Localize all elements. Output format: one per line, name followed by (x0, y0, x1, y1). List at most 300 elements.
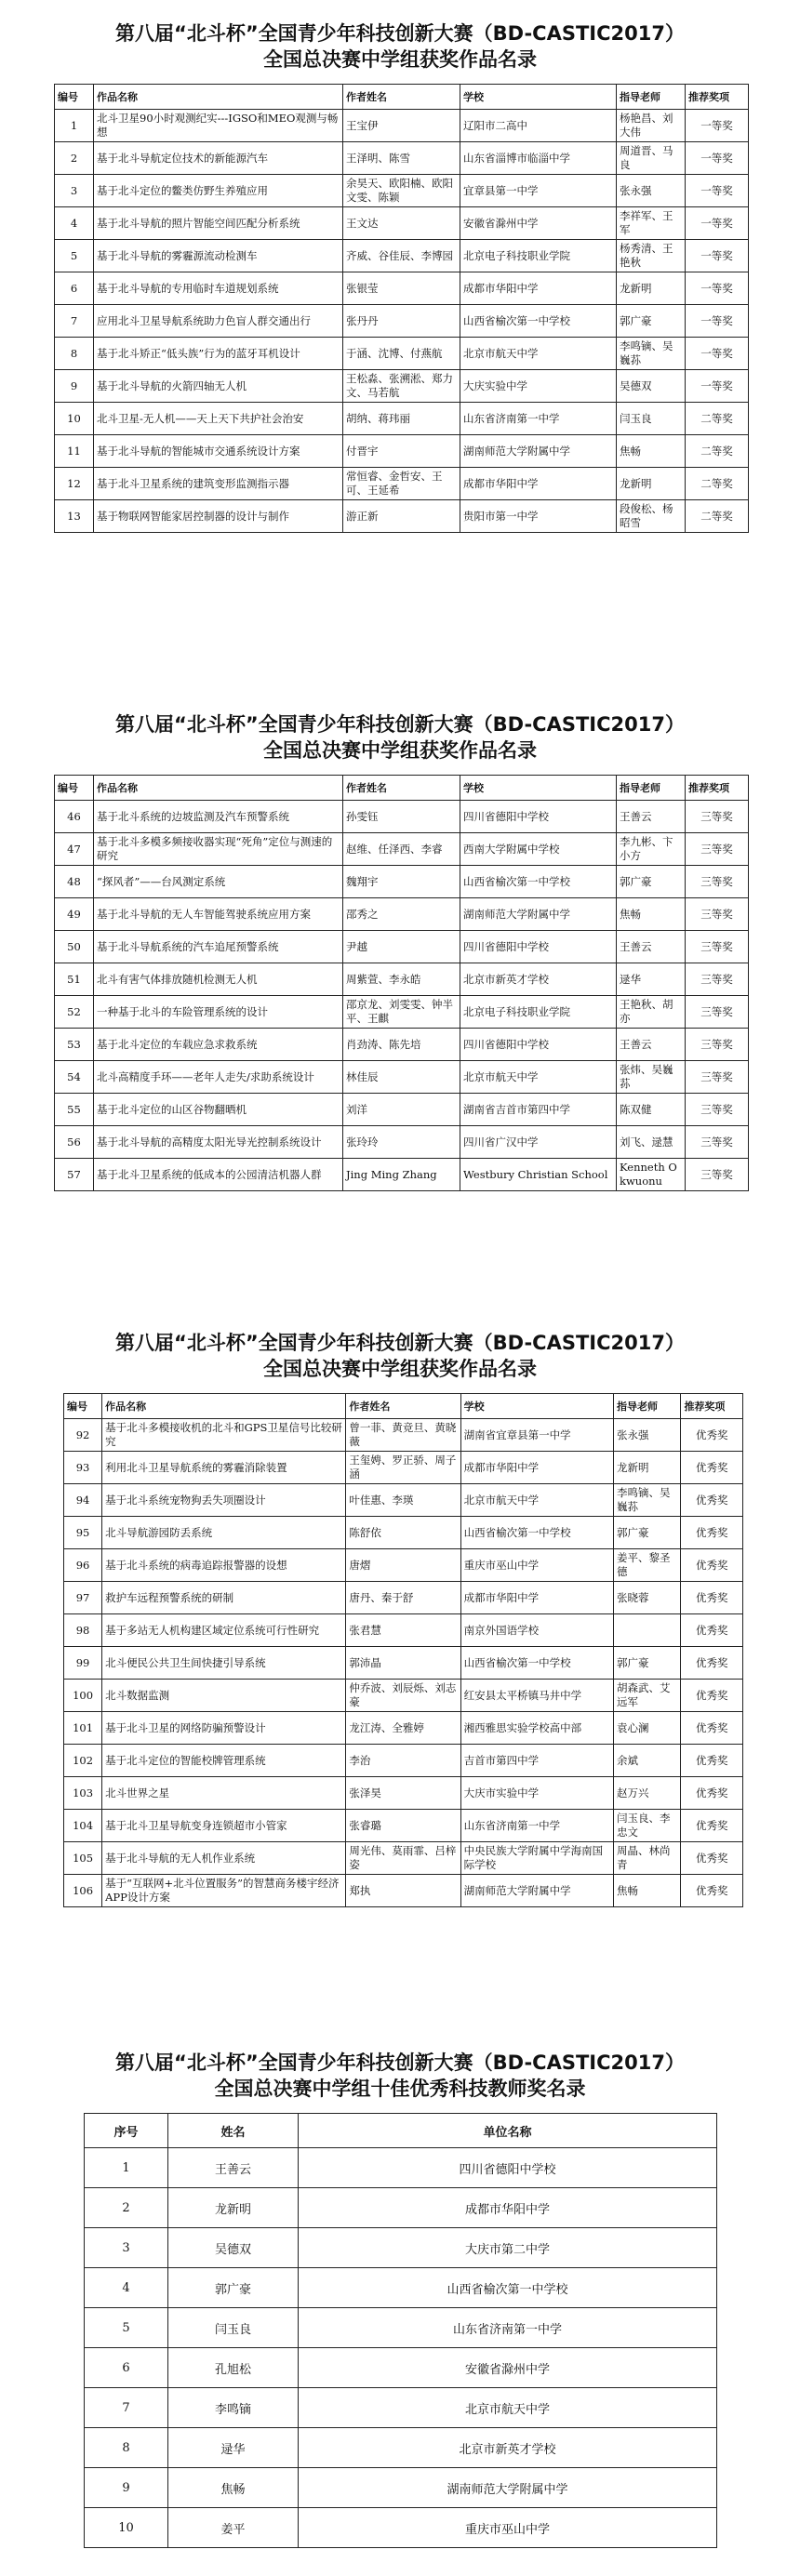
cell-number: 13 (55, 500, 94, 533)
cell-school: 四川省广汉中学 (460, 1126, 617, 1159)
header-award: 推荐奖项 (681, 1394, 743, 1419)
cell-project-name: 基于北斗多模多频接收器实现“死角”定位与测速的研究 (94, 833, 343, 866)
table-row (64, 1582, 743, 1614)
table-row (85, 2268, 717, 2308)
cell-index: 4 (85, 2268, 168, 2308)
cell-number: 93 (64, 1452, 102, 1484)
cell-award: 三等奖 (686, 1159, 749, 1191)
cell-project-name: 北斗高精度手环——老年人走失/求助系统设计 (94, 1061, 343, 1094)
cell-advisor: 王善云 (617, 931, 686, 963)
table-row (85, 2308, 717, 2348)
table-row (85, 2228, 717, 2268)
cell-index: 7 (85, 2388, 168, 2428)
cell-project-name: 基于“互联网+北斗位置服务”的智慧商务楼宇经济APP设计方案 (102, 1875, 346, 1907)
award-table (54, 775, 749, 1191)
cell-project-name: 基于北斗导航定位技术的新能源汽车 (94, 142, 343, 175)
table-row (64, 1875, 743, 1907)
cell-award: 优秀奖 (681, 1647, 743, 1680)
table-row (55, 305, 749, 338)
cell-number: 7 (55, 305, 94, 338)
cell-school: 北京市航天中学 (460, 1484, 613, 1517)
cell-award: 三等奖 (686, 963, 749, 996)
cell-school: 四川省德阳中学校 (460, 931, 617, 963)
cell-advisor: 段俊松、杨昭雪 (617, 500, 686, 533)
cell-school: 中央民族大学附属中学海南国际学校 (460, 1842, 613, 1875)
table-row (64, 1614, 743, 1647)
table-row (64, 1647, 743, 1680)
cell-project-name: 基于北斗系统宠物狗丢失项圈设计 (102, 1484, 346, 1517)
cell-advisor: 李祥军、王军 (617, 207, 686, 240)
cell-advisor: 张晓蓉 (614, 1582, 681, 1614)
table-row (55, 898, 749, 931)
cell-project-name: 基于北斗矫正“低头族”行为的蓝牙耳机设计 (94, 338, 343, 370)
table-row (55, 996, 749, 1029)
cell-award: 一等奖 (686, 110, 749, 142)
cell-award: 一等奖 (686, 175, 749, 207)
cell-number: 9 (55, 370, 94, 403)
cell-award: 优秀奖 (681, 1680, 743, 1712)
cell-project-name: 基于北斗定位的智能校牌管理系统 (102, 1745, 346, 1777)
cell-organization: 山西省榆次第一中学校 (299, 2268, 717, 2308)
cell-award: 三等奖 (686, 866, 749, 898)
cell-project-name: 基于多站无人机构建区域定位系统可行性研究 (102, 1614, 346, 1647)
table-header-row (55, 85, 749, 110)
cell-authors: 余昊天、欧阳楠、欧阳文雯、陈颖 (343, 175, 460, 207)
cell-number: 96 (64, 1549, 102, 1582)
table-row (64, 1712, 743, 1745)
cell-project-name: 基于北斗导航的照片智能空间匹配分析系统 (94, 207, 343, 240)
cell-school: 山西省榆次第一中学校 (460, 1517, 613, 1549)
cell-authors: 赵维、任泽西、李睿 (343, 833, 460, 866)
cell-school: 西南大学附属中学校 (460, 833, 617, 866)
cell-project-name: 基于北斗多模接收机的北斗和GPS卫星信号比较研究 (102, 1419, 346, 1452)
cell-authors: 周光伟、莫雨霏、吕梓姿 (346, 1842, 460, 1875)
cell-index: 6 (85, 2348, 168, 2388)
cell-number: 4 (55, 207, 94, 240)
cell-advisor: 赵万兴 (614, 1777, 681, 1810)
cell-school: 贵阳市第一中学 (460, 500, 617, 533)
cell-authors: 王玺娉、罗正骄、周子涵 (346, 1452, 460, 1484)
header-advisor: 指导老师 (617, 776, 686, 801)
cell-advisor: 龙新明 (617, 272, 686, 305)
cell-project-name: 基于北斗导航的高精度太阳光导光控制系统设计 (94, 1126, 343, 1159)
cell-authors: 张君慧 (346, 1614, 460, 1647)
table-header-row (55, 776, 749, 801)
section-subtitle: 全国总决赛中学组获奖作品名录 (263, 739, 537, 762)
cell-school: 湘西雅思实验学校高中部 (460, 1712, 613, 1745)
table-row (55, 142, 749, 175)
cell-project-name: 北斗便民公共卫生间快捷引导系统 (102, 1647, 346, 1680)
table-row (55, 1094, 749, 1126)
cell-project-name: 北斗世界之星 (102, 1777, 346, 1810)
cell-number: 57 (55, 1159, 94, 1191)
cell-advisor: 龙新明 (617, 468, 686, 500)
cell-award: 优秀奖 (681, 1810, 743, 1842)
table-row (85, 2428, 717, 2468)
section-subtitle: 全国总决赛中学组十佳优秀科技教师奖名录 (214, 2078, 586, 2100)
cell-school: 成都市华阳中学 (460, 1452, 613, 1484)
cell-school: 湖南省宜章县第一中学 (460, 1419, 613, 1452)
cell-number: 100 (64, 1680, 102, 1712)
cell-project-name: 基于北斗导航的无人车智能驾驶系统应用方案 (94, 898, 343, 931)
table-row (55, 207, 749, 240)
header-school: 学校 (460, 85, 617, 110)
cell-award: 优秀奖 (681, 1842, 743, 1875)
cell-project-name: 基于北斗系统的边坡监测及汽车预警系统 (94, 801, 343, 833)
table-row (64, 1777, 743, 1810)
cell-authors: 周紫萱、李永皓 (343, 963, 460, 996)
cell-authors: 于涵、沈博、付燕航 (343, 338, 460, 370)
cell-authors: 王松淼、张溯淞、郑力文、马若航 (343, 370, 460, 403)
cell-school: 山西省榆次第一中学校 (460, 866, 617, 898)
table-row (55, 963, 749, 996)
cell-authors: 王泽明、陈雪 (343, 142, 460, 175)
cell-authors: 张银莹 (343, 272, 460, 305)
table-row (55, 1029, 749, 1061)
cell-number: 95 (64, 1517, 102, 1549)
cell-authors: 王文达 (343, 207, 460, 240)
cell-project-name: 应用北斗卫星导航系统助力色盲人群交通出行 (94, 305, 343, 338)
cell-project-name: 救护车远程预警系统的研制 (102, 1582, 346, 1614)
cell-school: 北京市航天中学 (460, 1061, 617, 1094)
cell-number: 49 (55, 898, 94, 931)
cell-teacher-name: 吴德双 (168, 2228, 299, 2268)
table-row (55, 338, 749, 370)
cell-award: 优秀奖 (681, 1517, 743, 1549)
cell-authors: 孙雯钰 (343, 801, 460, 833)
cell-number: 92 (64, 1419, 102, 1452)
section-title: 第八届“北斗杯”全国青少年科技创新大赛（BD-CASTIC2017） (115, 22, 685, 45)
cell-advisor: 余斌 (614, 1745, 681, 1777)
cell-advisor: 胡森武、艾远军 (614, 1680, 681, 1712)
cell-school: 湖南师范大学附属中学 (460, 898, 617, 931)
cell-authors: 付晋宇 (343, 435, 460, 468)
cell-advisor: 张永强 (614, 1419, 681, 1452)
table-row (55, 435, 749, 468)
table-row (85, 2468, 717, 2508)
cell-project-name: 基于北斗卫星导航变身连锁超市小管家 (102, 1810, 346, 1842)
cell-index: 3 (85, 2228, 168, 2268)
cell-award: 优秀奖 (681, 1875, 743, 1907)
table-row (55, 833, 749, 866)
cell-school: 成都市华阳中学 (460, 1582, 613, 1614)
cell-award: 一等奖 (686, 142, 749, 175)
cell-award: 一等奖 (686, 370, 749, 403)
cell-authors: 郑执 (346, 1875, 460, 1907)
cell-project-name: 基于北斗导航的专用临时车道规划系统 (94, 272, 343, 305)
header-number: 编号 (64, 1394, 102, 1419)
award-section-first-prize (0, 0, 800, 702)
cell-number: 5 (55, 240, 94, 272)
cell-number: 103 (64, 1777, 102, 1810)
table-row (64, 1810, 743, 1842)
cell-advisor: 刘飞、逯慧 (617, 1126, 686, 1159)
cell-advisor: 李九彬、卞小方 (617, 833, 686, 866)
cell-advisor: 周道晋、马良 (617, 142, 686, 175)
cell-project-name: 基于北斗定位的山区谷物翻晒机 (94, 1094, 343, 1126)
cell-authors: Jing Ming Zhang (343, 1159, 460, 1191)
cell-school: 山西省榆次第一中学校 (460, 1647, 613, 1680)
table-row (64, 1419, 743, 1452)
cell-project-name: 北斗数据监测 (102, 1680, 346, 1712)
cell-number: 48 (55, 866, 94, 898)
cell-project-name: 基于北斗导航的雾霾源流动检测车 (94, 240, 343, 272)
section-title: 第八届“北斗杯”全国青少年科技创新大赛（BD-CASTIC2017） (115, 2052, 685, 2074)
cell-project-name: 基于北斗导航的无人机作业系统 (102, 1842, 346, 1875)
header-project-name: 作品名称 (94, 85, 343, 110)
cell-award: 优秀奖 (681, 1582, 743, 1614)
cell-advisor: 杨秀清、王艳秋 (617, 240, 686, 272)
cell-award: 优秀奖 (681, 1712, 743, 1745)
cell-award: 二等奖 (686, 500, 749, 533)
cell-advisor (614, 1614, 681, 1647)
cell-project-name: 基于北斗导航的智能城市交通系统设计方案 (94, 435, 343, 468)
cell-authors: 张睿璐 (346, 1810, 460, 1842)
cell-number: 46 (55, 801, 94, 833)
cell-authors: 邵京龙、刘雯雯、钟半平、王麒 (343, 996, 460, 1029)
cell-organization: 安徽省滁州中学 (299, 2348, 717, 2388)
cell-number: 12 (55, 468, 94, 500)
cell-school: 四川省德阳中学校 (460, 1029, 617, 1061)
cell-advisor: 张永强 (617, 175, 686, 207)
table-row (55, 801, 749, 833)
cell-index: 2 (85, 2188, 168, 2228)
header-index: 序号 (85, 2114, 168, 2148)
cell-number: 98 (64, 1614, 102, 1647)
cell-index: 5 (85, 2308, 168, 2348)
cell-school: 南京外国语学校 (460, 1614, 613, 1647)
cell-advisor: 逯华 (617, 963, 686, 996)
cell-authors: 邵秀之 (343, 898, 460, 931)
cell-advisor: 周晶、林尚青 (614, 1842, 681, 1875)
cell-organization: 北京市航天中学 (299, 2388, 717, 2428)
cell-number: 102 (64, 1745, 102, 1777)
cell-school: 湖南师范大学附属中学 (460, 435, 617, 468)
cell-award: 优秀奖 (681, 1549, 743, 1582)
header-advisor: 指导老师 (617, 85, 686, 110)
cell-school: 北京电子科技职业学院 (460, 996, 617, 1029)
table-row (55, 866, 749, 898)
cell-index: 1 (85, 2148, 168, 2188)
cell-advisor: 郭广豪 (614, 1647, 681, 1680)
header-project-name: 作品名称 (94, 776, 343, 801)
table-row (64, 1842, 743, 1875)
cell-teacher-name: 焦畅 (168, 2468, 299, 2508)
cell-number: 2 (55, 142, 94, 175)
cell-authors: 胡纳、蒋玮丽 (343, 403, 460, 435)
cell-award: 优秀奖 (681, 1419, 743, 1452)
cell-project-name: 基于北斗定位的鳖类仿野生养殖应用 (94, 175, 343, 207)
cell-school: 山东省淄博市临淄中学 (460, 142, 617, 175)
cell-number: 3 (55, 175, 94, 207)
cell-number: 54 (55, 1061, 94, 1094)
cell-number: 10 (55, 403, 94, 435)
cell-advisor: 张炜、吴巍荪 (617, 1061, 686, 1094)
table-row (85, 2388, 717, 2428)
cell-advisor: 郭广豪 (617, 866, 686, 898)
cell-teacher-name: 孔旭松 (168, 2348, 299, 2388)
table-row (55, 500, 749, 533)
header-number: 编号 (55, 776, 94, 801)
cell-number: 47 (55, 833, 94, 866)
cell-advisor: 杨艳昌、刘大伟 (617, 110, 686, 142)
cell-award: 三等奖 (686, 996, 749, 1029)
cell-school: 宜章县第一中学 (460, 175, 617, 207)
cell-award: 优秀奖 (681, 1452, 743, 1484)
table-row (64, 1484, 743, 1517)
cell-school: 北京市航天中学 (460, 338, 617, 370)
cell-project-name: 基于北斗导航系统的汽车追尾预警系统 (94, 931, 343, 963)
cell-award: 优秀奖 (681, 1484, 743, 1517)
cell-advisor: 陈双健 (617, 1094, 686, 1126)
cell-teacher-name: 王善云 (168, 2148, 299, 2188)
cell-authors: 陈舒依 (346, 1517, 460, 1549)
cell-authors: 常恒睿、金哲安、王可、王延希 (343, 468, 460, 500)
cell-number: 6 (55, 272, 94, 305)
cell-advisor: 李鸣镝、吴巍荪 (617, 338, 686, 370)
cell-project-name: 基于北斗卫星系统的建筑变形监测指示器 (94, 468, 343, 500)
cell-index: 9 (85, 2468, 168, 2508)
cell-award: 一等奖 (686, 207, 749, 240)
cell-school: 北京市新英才学校 (460, 963, 617, 996)
cell-number: 106 (64, 1875, 102, 1907)
cell-authors: 齐威、谷佳辰、李博园 (343, 240, 460, 272)
cell-project-name: “探风者”——台风测定系统 (94, 866, 343, 898)
section-title: 第八届“北斗杯”全国青少年科技创新大赛（BD-CASTIC2017） (115, 713, 685, 736)
cell-authors: 张泽昊 (346, 1777, 460, 1810)
cell-organization: 重庆市巫山中学 (299, 2508, 717, 2548)
cell-advisor: 李鸣镝、吴巍荪 (614, 1484, 681, 1517)
cell-project-name: 利用北斗卫星导航系统的雾霾消除装置 (102, 1452, 346, 1484)
cell-number: 52 (55, 996, 94, 1029)
header-name: 姓名 (168, 2114, 299, 2148)
cell-number: 51 (55, 963, 94, 996)
table-row (64, 1517, 743, 1549)
cell-school: 吉首市第四中学 (460, 1745, 613, 1777)
header-school: 学校 (460, 776, 617, 801)
cell-number: 50 (55, 931, 94, 963)
cell-number: 94 (64, 1484, 102, 1517)
cell-school: 湖南省吉首市第四中学 (460, 1094, 617, 1126)
cell-award: 一等奖 (686, 338, 749, 370)
cell-authors: 唐丹、秦于舒 (346, 1582, 460, 1614)
cell-authors: 郭沛晶 (346, 1647, 460, 1680)
table-row (55, 370, 749, 403)
cell-award: 三等奖 (686, 833, 749, 866)
table-row (55, 1126, 749, 1159)
cell-index: 8 (85, 2428, 168, 2468)
cell-authors: 张丹丹 (343, 305, 460, 338)
table-row (85, 2188, 717, 2228)
cell-award: 优秀奖 (681, 1777, 743, 1810)
cell-authors: 叶佳惠、李瑛 (346, 1484, 460, 1517)
cell-authors: 李治 (346, 1745, 460, 1777)
cell-project-name: 北斗有害气体排放随机检测无人机 (94, 963, 343, 996)
cell-advisor: 王艳秋、胡亦 (617, 996, 686, 1029)
cell-award: 优秀奖 (681, 1745, 743, 1777)
cell-advisor: 王善云 (617, 1029, 686, 1061)
cell-advisor: 袁心澜 (614, 1712, 681, 1745)
table-header-row (64, 1394, 743, 1419)
header-authors: 作者姓名 (343, 776, 460, 801)
award-table (54, 84, 749, 533)
table-row (55, 403, 749, 435)
cell-award: 二等奖 (686, 403, 749, 435)
cell-school: 安徽省滁州中学 (460, 207, 617, 240)
cell-teacher-name: 逯华 (168, 2428, 299, 2468)
table-row (55, 175, 749, 207)
award-section-third-prize (0, 702, 800, 1321)
cell-school: 大庆市实验中学 (460, 1777, 613, 1810)
cell-index: 10 (85, 2508, 168, 2548)
cell-school: 大庆实验中学 (460, 370, 617, 403)
header-school: 学校 (460, 1394, 613, 1419)
cell-school: 成都市华阳中学 (460, 272, 617, 305)
cell-number: 55 (55, 1094, 94, 1126)
cell-school: 红安县太平桥镇马井中学 (460, 1680, 613, 1712)
cell-advisor: 王善云 (617, 801, 686, 833)
cell-project-name: 基于北斗定位的车载应急求救系统 (94, 1029, 343, 1061)
cell-project-name: 基于物联网智能家居控制器的设计与制作 (94, 500, 343, 533)
teacher-award-section (0, 2037, 800, 2576)
cell-award: 三等奖 (686, 1061, 749, 1094)
table-row (55, 240, 749, 272)
cell-school: 山东省济南第一中学 (460, 403, 617, 435)
cell-project-name: 北斗卫星90小时观测纪实---IGSO和MEO观测与畅想 (94, 110, 343, 142)
table-header-row (85, 2114, 717, 2148)
cell-teacher-name: 郭广豪 (168, 2268, 299, 2308)
cell-organization: 成都市华阳中学 (299, 2188, 717, 2228)
cell-advisor: 郭广豪 (617, 305, 686, 338)
cell-school: 湖南师范大学附属中学 (460, 1875, 613, 1907)
cell-organization: 四川省德阳中学校 (299, 2148, 717, 2188)
cell-school: 辽阳市二高中 (460, 110, 617, 142)
cell-project-name: 北斗导航游园防丢系统 (102, 1517, 346, 1549)
table-row (55, 1159, 749, 1191)
cell-number: 99 (64, 1647, 102, 1680)
cell-advisor: 郭广豪 (614, 1517, 681, 1549)
cell-organization: 大庆市第二中学 (299, 2228, 717, 2268)
cell-number: 56 (55, 1126, 94, 1159)
cell-advisor: 姜平、黎圣德 (614, 1549, 681, 1582)
cell-authors: 张玲玲 (343, 1126, 460, 1159)
cell-project-name: 基于北斗卫星的网络防骗预警设计 (102, 1712, 346, 1745)
cell-authors: 龙江涛、全雅婷 (346, 1712, 460, 1745)
header-authors: 作者姓名 (346, 1394, 460, 1419)
cell-number: 11 (55, 435, 94, 468)
cell-number: 97 (64, 1582, 102, 1614)
table-row (55, 468, 749, 500)
teacher-table (84, 2113, 717, 2548)
header-award: 推荐奖项 (686, 85, 749, 110)
cell-advisor: 吴德双 (617, 370, 686, 403)
cell-teacher-name: 姜平 (168, 2508, 299, 2548)
cell-authors: 刘洋 (343, 1094, 460, 1126)
cell-award: 二等奖 (686, 435, 749, 468)
cell-advisor: 龙新明 (614, 1452, 681, 1484)
table-row (64, 1549, 743, 1582)
cell-authors: 游正新 (343, 500, 460, 533)
table-row (55, 1061, 749, 1094)
cell-school: 成都市华阳中学 (460, 468, 617, 500)
table-row (55, 110, 749, 142)
cell-school: 山西省榆次第一中学校 (460, 305, 617, 338)
cell-teacher-name: 闫玉良 (168, 2308, 299, 2348)
cell-school: 北京电子科技职业学院 (460, 240, 617, 272)
table-row (55, 931, 749, 963)
header-authors: 作者姓名 (343, 85, 460, 110)
cell-number: 1 (55, 110, 94, 142)
